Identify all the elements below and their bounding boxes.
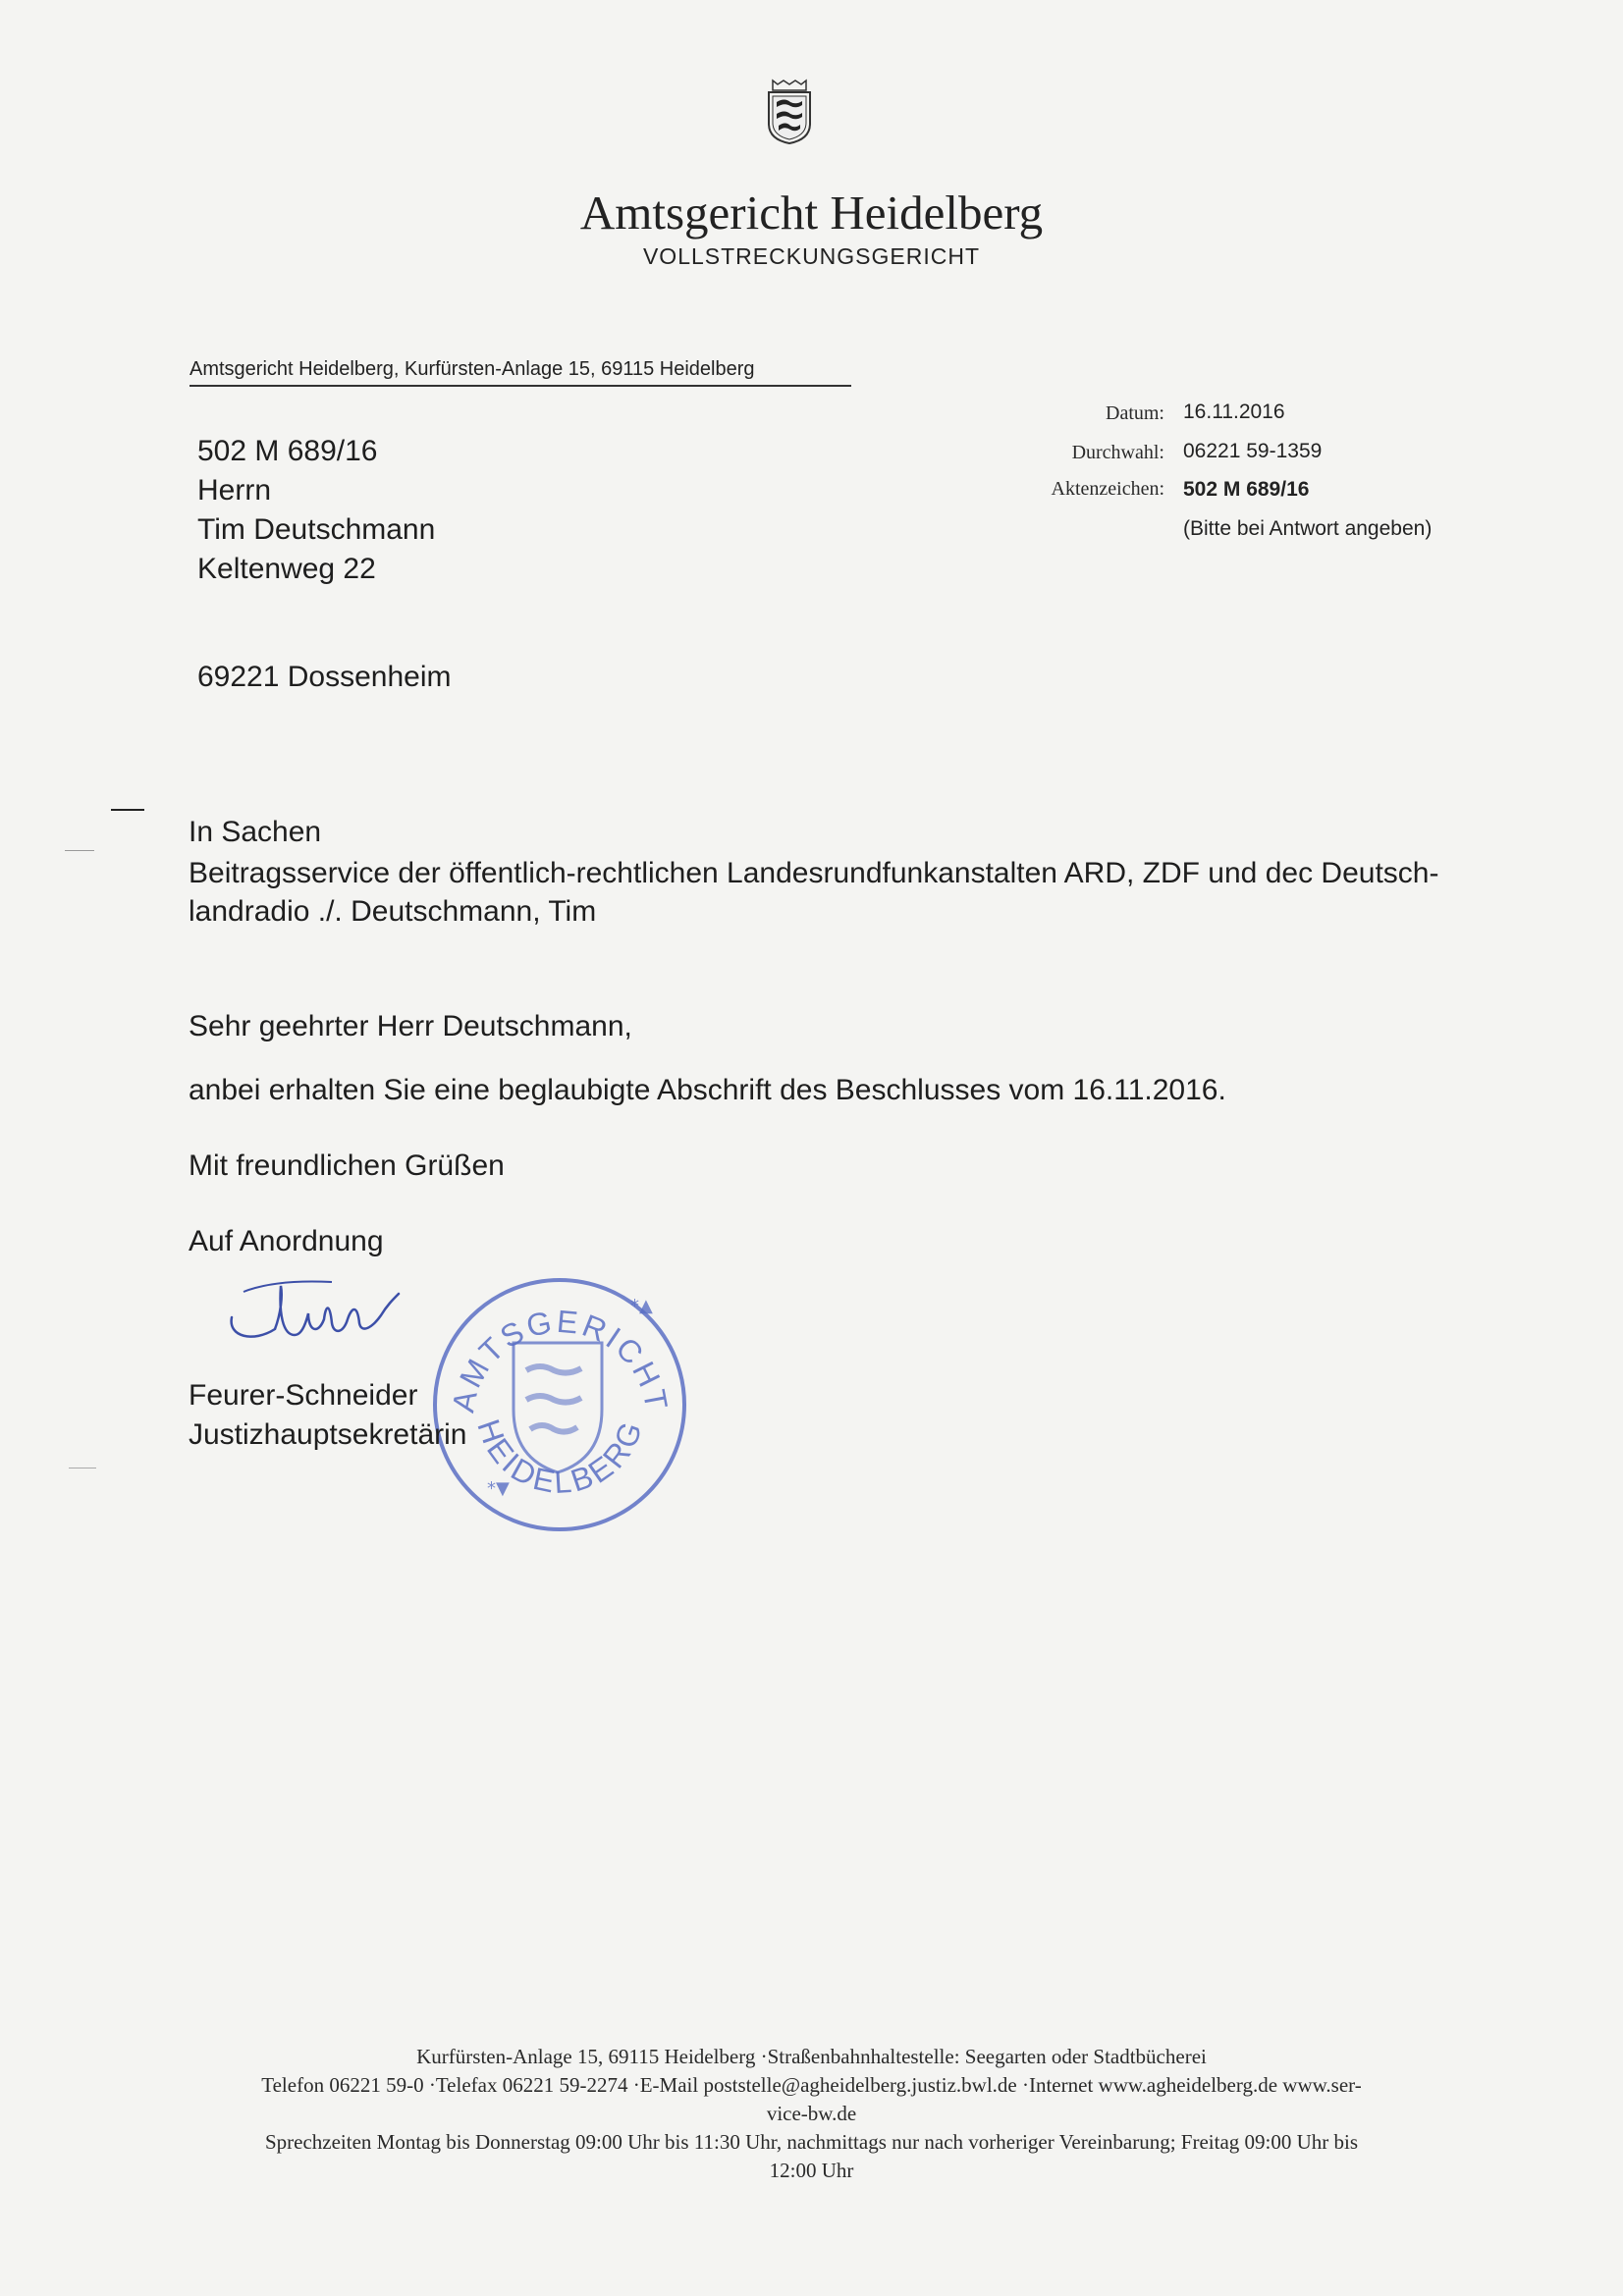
subject-line: landradio ./. Deutschmann, Tim: [189, 895, 597, 928]
court-name: Amtsgericht Heidelberg: [579, 186, 1044, 240]
official-court-stamp: [420, 1262, 700, 1542]
phone-label: Durchwahl:: [1071, 442, 1164, 463]
recipient-case-number: 502 M 689/16: [197, 435, 378, 467]
svg-text:AMTSGERICHT: AMTSGERICHT: [445, 1303, 676, 1415]
svg-text:*▼: *▼: [487, 1478, 510, 1499]
recipient-salutation: Herrn: [197, 474, 272, 507]
letter-closing: Mit freundlichen Grüßen: [189, 1149, 505, 1182]
reference-note: (Bitte bei Antwort angeben): [1183, 517, 1433, 540]
svg-text:HEIDELBERG: HEIDELBERG: [470, 1415, 650, 1501]
handwritten-signature: [224, 1274, 430, 1362]
court-division: VOLLSTRECKUNGSGERICHT: [642, 243, 981, 269]
letter-greeting: Sehr geehrter Herr Deutschmann,: [189, 1010, 632, 1042]
footer-hours: Sprechzeiten Montag bis Donnerstag 09:00 Uhr bis 11:30 Uhr, nachmittags nur nach vorheriger Vereinbarung; Freitag 09:00 Uhr bis: [264, 2130, 1359, 2154]
footer-hours-cont: 12:00 Uhr: [769, 2159, 854, 2182]
recipient-street: Keltenweg 22: [197, 553, 376, 585]
letter-text: anbei erhalten Sie eine beglaubigte Abschrift des Beschlusses vom 16.11.2016.: [189, 1074, 1226, 1106]
signer-name: Feurer-Schneider: [189, 1379, 418, 1412]
date-label: Datum:: [1106, 402, 1164, 424]
footer-contact: Telefon 06221 59-0 ·Telefax 06221 59-2274 ·E-Mail poststelle@agheidelberg.justiz.bwl.de ·Internet www.agheidelberg.de www.ser-: [261, 2073, 1362, 2097]
fold-mark: [111, 809, 144, 811]
phone-value: 06221 59-1359: [1183, 440, 1323, 462]
reference-label: Aktenzeichen:: [1051, 478, 1164, 500]
punch-mark: [65, 850, 94, 851]
sender-return-address: Amtsgericht Heidelberg, Kurfürsten-Anlage 15, 69115 Heidelberg: [189, 358, 755, 380]
subject-intro: In Sachen: [189, 816, 322, 848]
footer-address: Kurfürsten-Anlage 15, 69115 Heidelberg ·Straßenbahnhaltestelle: Seegarten oder Stadtbücherei: [416, 2045, 1207, 2068]
recipient-city: 69221 Dossenheim: [197, 661, 452, 693]
sender-underline: [189, 385, 851, 387]
date-value: 16.11.2016: [1183, 400, 1285, 423]
svg-text:*▲: *▲: [630, 1296, 653, 1316]
footer-contact-cont: vice-bw.de: [766, 2102, 857, 2125]
order-note: Auf Anordnung: [189, 1225, 384, 1257]
reference-value: 502 M 689/16: [1183, 478, 1310, 501]
subject-line: Beitragsservice der öffentlich-rechtlichen Landesrundfunkanstalten ARD, ZDF und dec Deutsch-: [189, 857, 1439, 889]
recipient-name: Tim Deutschmann: [197, 513, 436, 546]
coat-of-arms-icon: [767, 79, 812, 145]
signer-title: Justizhauptsekretärin: [189, 1418, 467, 1451]
